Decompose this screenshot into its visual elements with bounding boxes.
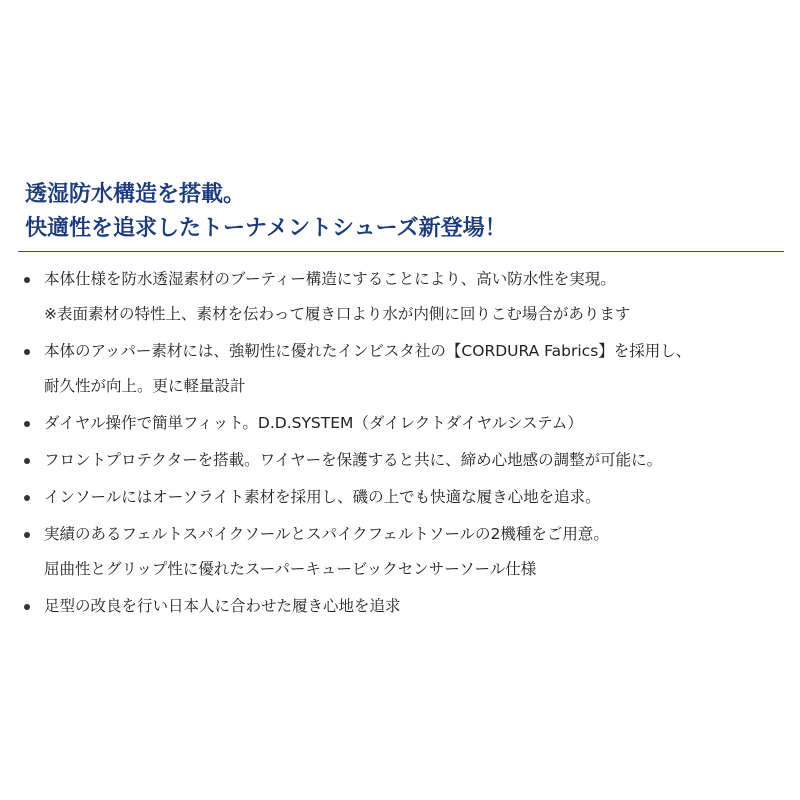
bullet-icon <box>24 458 30 464</box>
bullet-icon <box>24 277 30 283</box>
feature-heading <box>25 178 507 246</box>
bullet-icon <box>24 604 30 610</box>
feature-item-dial-system <box>0 406 800 441</box>
feature-item-waterproof <box>0 262 800 332</box>
feature-text: ダイヤル操作で簡単フィット。D.D.SYSTEM（ダイレクトダイヤルシステム） <box>44 414 583 432</box>
feature-text: 実績のあるフェルトスパイクソールとスパイクフェルトソールの2機種をご用意。 <box>44 525 609 543</box>
feature-text: 本体のアッパー素材には、強靭性に優れたインビスタ社の【CORDURA Fabrics】を採用し、 <box>44 342 692 360</box>
feature-text: 本体仕様を防水透湿素材のブーティー構造にすることにより、高い防水性を実現。 <box>44 270 616 288</box>
heading-divider <box>18 251 784 252</box>
bullet-icon <box>24 532 30 538</box>
feature-item-upper-material <box>0 334 800 404</box>
bullet-icon <box>24 421 30 427</box>
feature-item-sole-options <box>0 517 800 587</box>
feature-text-continued: 屈曲性とグリップ性に優れたスーパーキュービックセンサーソール仕様 <box>44 560 537 578</box>
feature-item-foot-shape <box>0 589 800 624</box>
feature-text: 足型の改良を行い日本人に合わせた履き心地を追求 <box>44 597 401 615</box>
feature-item-insole <box>0 480 800 515</box>
feature-text-continued: 耐久性が向上。更に軽量設計 <box>44 377 246 395</box>
bullet-icon <box>24 495 30 501</box>
feature-list <box>0 262 800 626</box>
feature-text: インソールにはオーソライト素材を採用し、磯の上でも快適な履き心地を追求。 <box>44 488 601 506</box>
feature-text: フロントプロテクターを搭載。ワイヤーを保護すると共に、締め心地感の調整が可能に。 <box>44 451 663 469</box>
bullet-icon <box>24 349 30 355</box>
feature-item-front-protector <box>0 443 800 478</box>
heading-line-2: 快適性を追求したトーナメントシューズ新登場！ <box>25 216 507 241</box>
heading-line-1: 透湿防水構造を搭載。 <box>25 182 246 207</box>
feature-note: ※表面素材の特性上、素材を伝わって履き口より水が内側に回りこむ場合があります <box>44 305 631 323</box>
